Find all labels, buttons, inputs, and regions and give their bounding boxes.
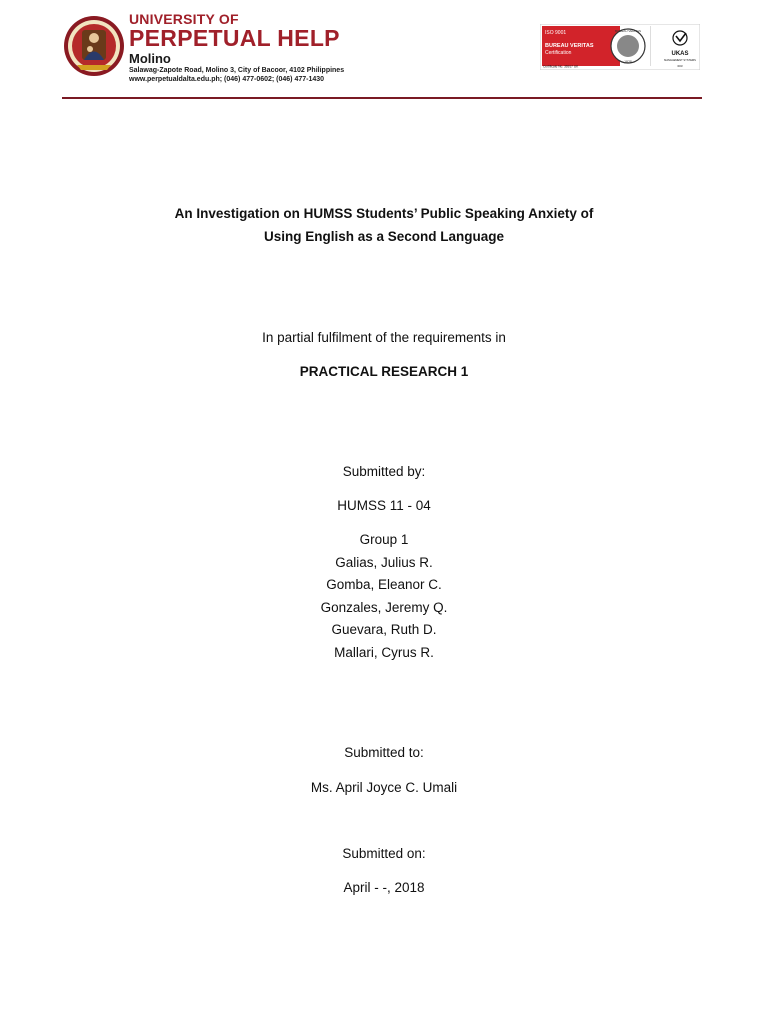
document-header	[0, 0, 768, 100]
bureau-veritas-year: 1828	[624, 60, 632, 64]
submitted-on-label: Submitted on:	[342, 846, 426, 861]
iso-label: ISO 9001	[545, 30, 567, 36]
university-name-line2: PERPETUAL HELP	[129, 25, 340, 51]
university-seal-logo	[63, 13, 125, 79]
university-contact: www.perpetualdalta.edu.ph; (046) 477-0602; (046) 477-1430	[129, 76, 325, 83]
teacher-name: Ms. April Joyce C. Umali	[310, 780, 458, 795]
ukas-subtitle: MANAGEMENT SYSTEMS	[664, 59, 696, 62]
iso-certification-logo	[540, 24, 700, 70]
campus-name: Molino	[129, 51, 171, 66]
header-divider	[62, 97, 702, 99]
submission-date: April - -, 2018	[343, 880, 425, 895]
bureau-label: BUREAU VERITAS	[545, 43, 594, 49]
partial-fulfilment-text: In partial fulfilment of the requirements in	[262, 330, 506, 345]
submitted-to-label: Submitted to:	[344, 745, 424, 760]
university-address: Salawag-Zapote Road, Molino 3, City of Bacoor, 4102 Philippines	[129, 67, 345, 74]
ukas-number: 003	[677, 64, 683, 68]
group-name: Group 1	[359, 532, 409, 547]
research-title-line1: An Investigation on HUMSS Students’ Public Speaking Anxiety of	[174, 206, 594, 221]
member-name: Gonzales, Jeremy Q.	[320, 600, 448, 615]
subject-name: PRACTICAL RESEARCH 1	[299, 364, 469, 379]
certificate-number: Certificate No. 36917 UK	[543, 64, 579, 69]
member-name: Galias, Julius R.	[335, 555, 433, 570]
member-name: Guevara, Ruth D.	[331, 622, 437, 637]
university-name-line1: UNIVERSITY OF	[129, 11, 239, 27]
bureau-veritas-ring-text: BUREAU VERITAS	[615, 29, 641, 33]
submitted-by-label: Submitted by:	[342, 464, 426, 479]
ukas-label: UKAS	[671, 51, 689, 57]
section-name: HUMSS 11 - 04	[337, 498, 431, 513]
certification-label: Certification	[545, 50, 572, 56]
member-name: Gomba, Eleanor C.	[326, 577, 442, 592]
research-title-line2: Using English as a Second Language	[263, 229, 505, 244]
university-name-block	[129, 12, 389, 84]
member-name: Mallari, Cyrus R.	[334, 645, 434, 660]
